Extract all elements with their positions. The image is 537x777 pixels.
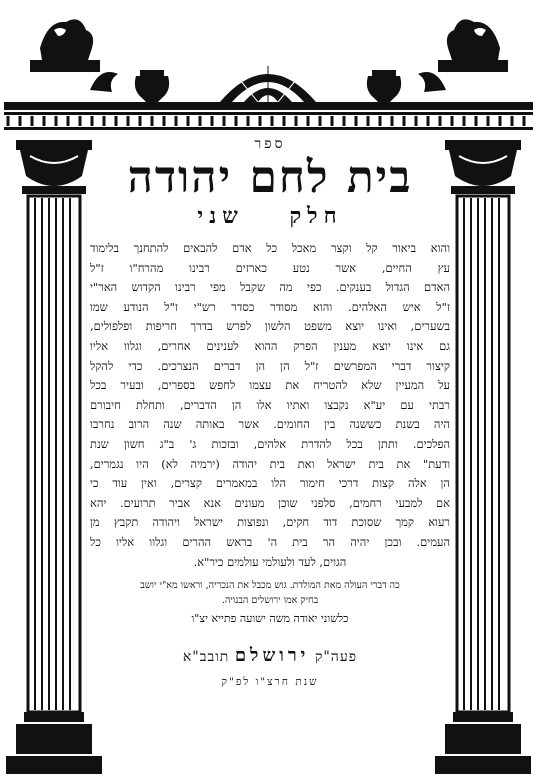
text-line: הן אלה קצות דרכי חימור הלו במאמרים קצרים, ואין עוד כי xyxy=(90,476,450,491)
place-suffix: תובב"א xyxy=(182,649,230,666)
place-prefix: פעה"ק xyxy=(314,649,358,666)
urn-icon xyxy=(135,70,169,102)
place-city: ירושלם xyxy=(234,645,310,667)
description-paragraph xyxy=(90,239,450,572)
note-line: בחיק אמו ירושלים הבנויה. xyxy=(221,595,319,607)
text-line: הפלכים. ותתן בכל להדרת אלהים, ובזכות ג' ב"ג חשון שנת xyxy=(90,436,450,451)
lion-icon xyxy=(40,19,93,60)
column-capital-icon xyxy=(16,140,92,186)
text-line: היה בשנת כששנה בין החומים. אשר באותה שנה הרוב נחרבו xyxy=(90,417,450,432)
author-note xyxy=(90,578,450,608)
text-line: רבתי עם יע"א נקבצו ואתיו אלו הן הדברים, ותחלת חיבורם xyxy=(90,397,450,412)
part-word: חלק xyxy=(289,203,343,229)
imprint-year: שנת חרצ"ו לפ"ק xyxy=(221,676,319,689)
text-line: עץ החיים, אשר נטע כארזים רבינו מהרח"ו ז"ל xyxy=(90,260,450,275)
text-line: קיצור דברי המפרשים ז"ל הן הן דברים הנצרכים. כדי להקל xyxy=(90,358,450,373)
volume-label xyxy=(90,203,450,229)
sefer-label: ספר xyxy=(254,136,286,152)
column-capital-icon xyxy=(445,140,521,186)
note-line: כה דברי העולה מאת המולדת. גוש מכבל את הנכריה, וראשו מא"י יושב xyxy=(140,580,400,592)
text-line: אם למבעי רחמים, סלפני שוכן מעונים אנא אביר תרועים. יהא xyxy=(90,495,450,510)
imprint-place xyxy=(90,645,450,666)
text-line: ז"ל איש האלהים. והוא מסודר כסדר רש"י ז"ל הנודע שמו xyxy=(90,299,450,314)
arch-ornament-icon xyxy=(220,66,316,102)
text-line: רעוא קמך שסוכת דוד חקים, ונפוצות ישראל ויהודה תקבץ מן xyxy=(90,515,450,530)
text-line: ודעת" את בית ישראל ואת בית יהודה (ירמיה לא) היו נגמרים, xyxy=(90,456,450,471)
part-number: שני xyxy=(197,203,244,229)
lion-icon xyxy=(447,19,500,60)
urn-icon xyxy=(367,70,401,102)
author-signature: כלשוני יאודה משה ישועה פתייא יצ"ו xyxy=(191,612,349,626)
text-line: והוא ביאור קל וקצר מאכל כל אדם להבאים להתחנך בלימוד xyxy=(90,241,450,255)
title-page-text xyxy=(90,132,450,688)
text-line: בשערים, ואינו יוצא משפט הלשון לפרש בדרך חריפות ופלפולים, xyxy=(90,319,450,334)
text-line: העמים. ובכן יהיה הר בית ה' בראש ההרים וגלוו אליו כל xyxy=(90,534,450,549)
text-line: הגוים, לעד ולעולמי עולמים כיר"א. xyxy=(193,554,347,569)
text-line: על המעיין שלא להטריח את עצמו לחפש בספרים, ובעיר בכל xyxy=(90,378,450,393)
text-line: גם אינו יוצא מענין הפרק ההוא לענינים אחרים, וגלוו אליו xyxy=(90,338,450,353)
book-title: בית לחם יהודה xyxy=(127,152,413,203)
text-line: האדם הגדול בענקים. כפי מה שקבל מפי רבינו הקדוש האר"י xyxy=(90,280,450,295)
